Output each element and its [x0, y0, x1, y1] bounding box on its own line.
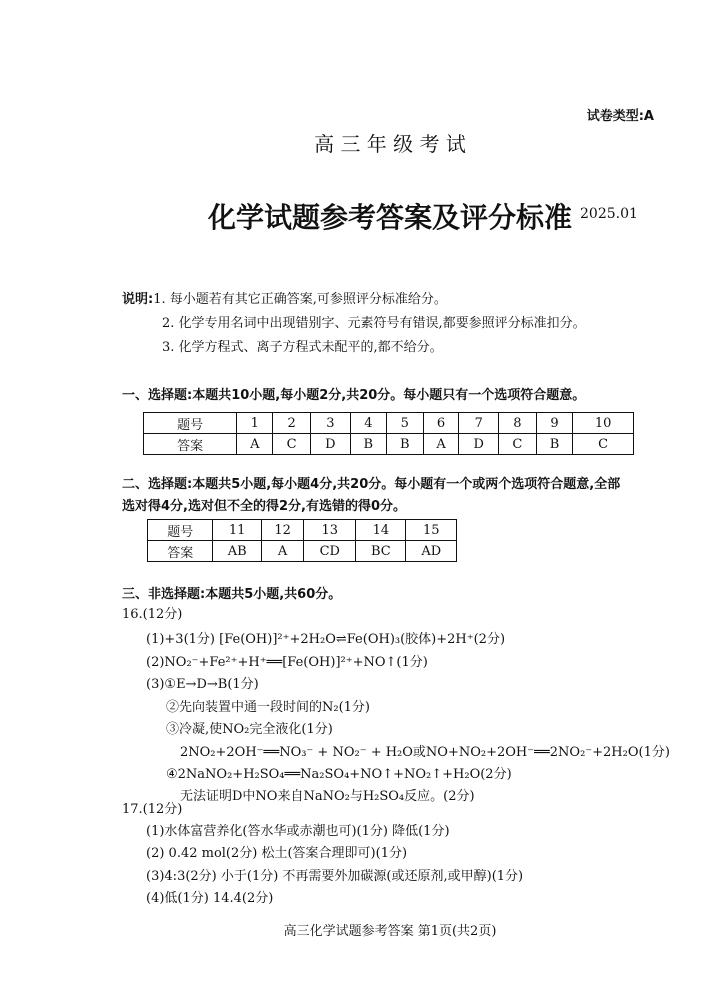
section2-heading-line1: 二、选择题:本题共5小题,每小题4分,共20分。每小题有一个或两个选项符合题意,全部 [122, 477, 621, 492]
question-number-cell: 13 [304, 520, 356, 541]
q16-answer-line: (1)+3(1分) [Fe(OH)]²⁺+2H₂O⇌Fe(OH)₃(胶体)+2H⁺(2分) [146, 632, 506, 647]
notes-item-2: 2. 化学专用名词中出现错别字、元素符号有错误,都要参照评分标准扣分。 [162, 316, 586, 331]
answer-cell: C [273, 434, 311, 455]
answer-cell: A [237, 434, 273, 455]
q16-answer-line: (2)NO₂⁻+Fe²⁺+H⁺══[Fe(OH)]²⁺+NO↑(1分) [146, 655, 428, 670]
exam-name: 高 三 年 级 考 试 [314, 132, 466, 156]
answer-row [148, 541, 457, 562]
question-number-cell: 7 [459, 413, 499, 434]
date: 2025.01 [580, 206, 638, 222]
question-number-cell: 15 [406, 520, 457, 541]
row-label: 题号 [144, 413, 237, 434]
section1-answer-table [143, 412, 634, 455]
question-number-cell: 10 [573, 413, 634, 434]
question-number-cell: 3 [311, 413, 351, 434]
answer-cell: AB [213, 541, 261, 562]
q16-title: 16.(12分) [122, 607, 183, 622]
row-label: 题号 [148, 520, 213, 541]
section3-heading: 三、非选择题:本题共5小题,共60分。 [122, 587, 342, 602]
answer-cell: C [573, 434, 634, 455]
q16-answer-line: ④2NaNO₂+H₂SO₄══Na₂SO₄+NO↑+NO₂↑+H₂O(2分) [166, 767, 512, 782]
q17-answer-line: (2) 0.42 mol(2分) 松土(答案合理即可)(1分) [146, 846, 408, 861]
question-number-cell: 6 [423, 413, 459, 434]
q17-title: 17.(12分) [122, 802, 183, 817]
section2-answer-table [147, 519, 457, 562]
answer-cell: C [498, 434, 536, 455]
section2-heading-line2: 选对得4分,选对但不全的得2分,有选错的得0分。 [122, 499, 407, 514]
question-number-cell: 9 [536, 413, 572, 434]
question-number-row [144, 413, 634, 434]
answer-cell: D [311, 434, 351, 455]
answer-cell: B [350, 434, 386, 455]
notes-label: 说明: [122, 292, 154, 307]
q17-answer-line: (4)低(1分) 14.4(2分) [146, 891, 274, 906]
q16-answer-line: ②先向装置中通一段时间的N₂(1分) [166, 700, 371, 715]
answer-cell: AD [406, 541, 457, 562]
notes-item-1: 说明:1. 每小题若有其它正确答案,可参照评分标准给分。 [122, 292, 447, 307]
question-number-row [148, 520, 457, 541]
question-number-cell: 14 [356, 520, 406, 541]
question-number-cell: 1 [237, 413, 273, 434]
answer-cell: A [423, 434, 459, 455]
question-number-cell: 12 [261, 520, 304, 541]
q17-answer-line: (3)4:3(2分) 小于(1分) 不再需要外加碳源(或还原剂,或甲醇)(1分) [146, 869, 524, 884]
page-title: 化学试题参考答案及评分标准 [207, 201, 572, 234]
q16-answer-line: 2NO₂+2OH⁻══NO₃⁻ + NO₂⁻ + H₂O或NO+NO₂+2OH⁻══2NO₂⁻+2H₂O(1分) [180, 745, 670, 760]
answer-cell: A [261, 541, 304, 562]
paper-type: 试卷类型:A [586, 109, 654, 124]
question-number-cell: 11 [213, 520, 261, 541]
answer-cell: BC [356, 541, 406, 562]
notes-item-3: 3. 化学方程式、离子方程式未配平的,都不给分。 [162, 340, 443, 355]
answer-cell: CD [304, 541, 356, 562]
page-footer: 高三化学试题参考答案 第1页(共2页) [283, 924, 497, 939]
answer-cell: B [387, 434, 423, 455]
answer-row [144, 434, 634, 455]
question-number-cell: 4 [350, 413, 386, 434]
row-label: 答案 [144, 434, 237, 455]
answer-cell: B [536, 434, 572, 455]
question-number-cell: 5 [387, 413, 423, 434]
row-label: 答案 [148, 541, 213, 562]
q16-answer-line: (3)①E→D→B(1分) [146, 677, 259, 692]
q16-answer-line: ③冷凝,使NO₂完全液化(1分) [166, 722, 333, 737]
question-number-cell: 8 [498, 413, 536, 434]
section1-heading: 一、选择题:本题共10小题,每小题2分,共20分。每小题只有一个选项符合题意。 [122, 388, 586, 403]
q16-answer-line: 无法证明D中NO来自NaNO₂与H₂SO₄反应。(2分) [180, 789, 475, 804]
question-number-cell: 2 [273, 413, 311, 434]
q17-answer-line: (1)水体富营养化(答水华或赤潮也可)(1分) 降低(1分) [146, 824, 450, 839]
answer-cell: D [459, 434, 499, 455]
